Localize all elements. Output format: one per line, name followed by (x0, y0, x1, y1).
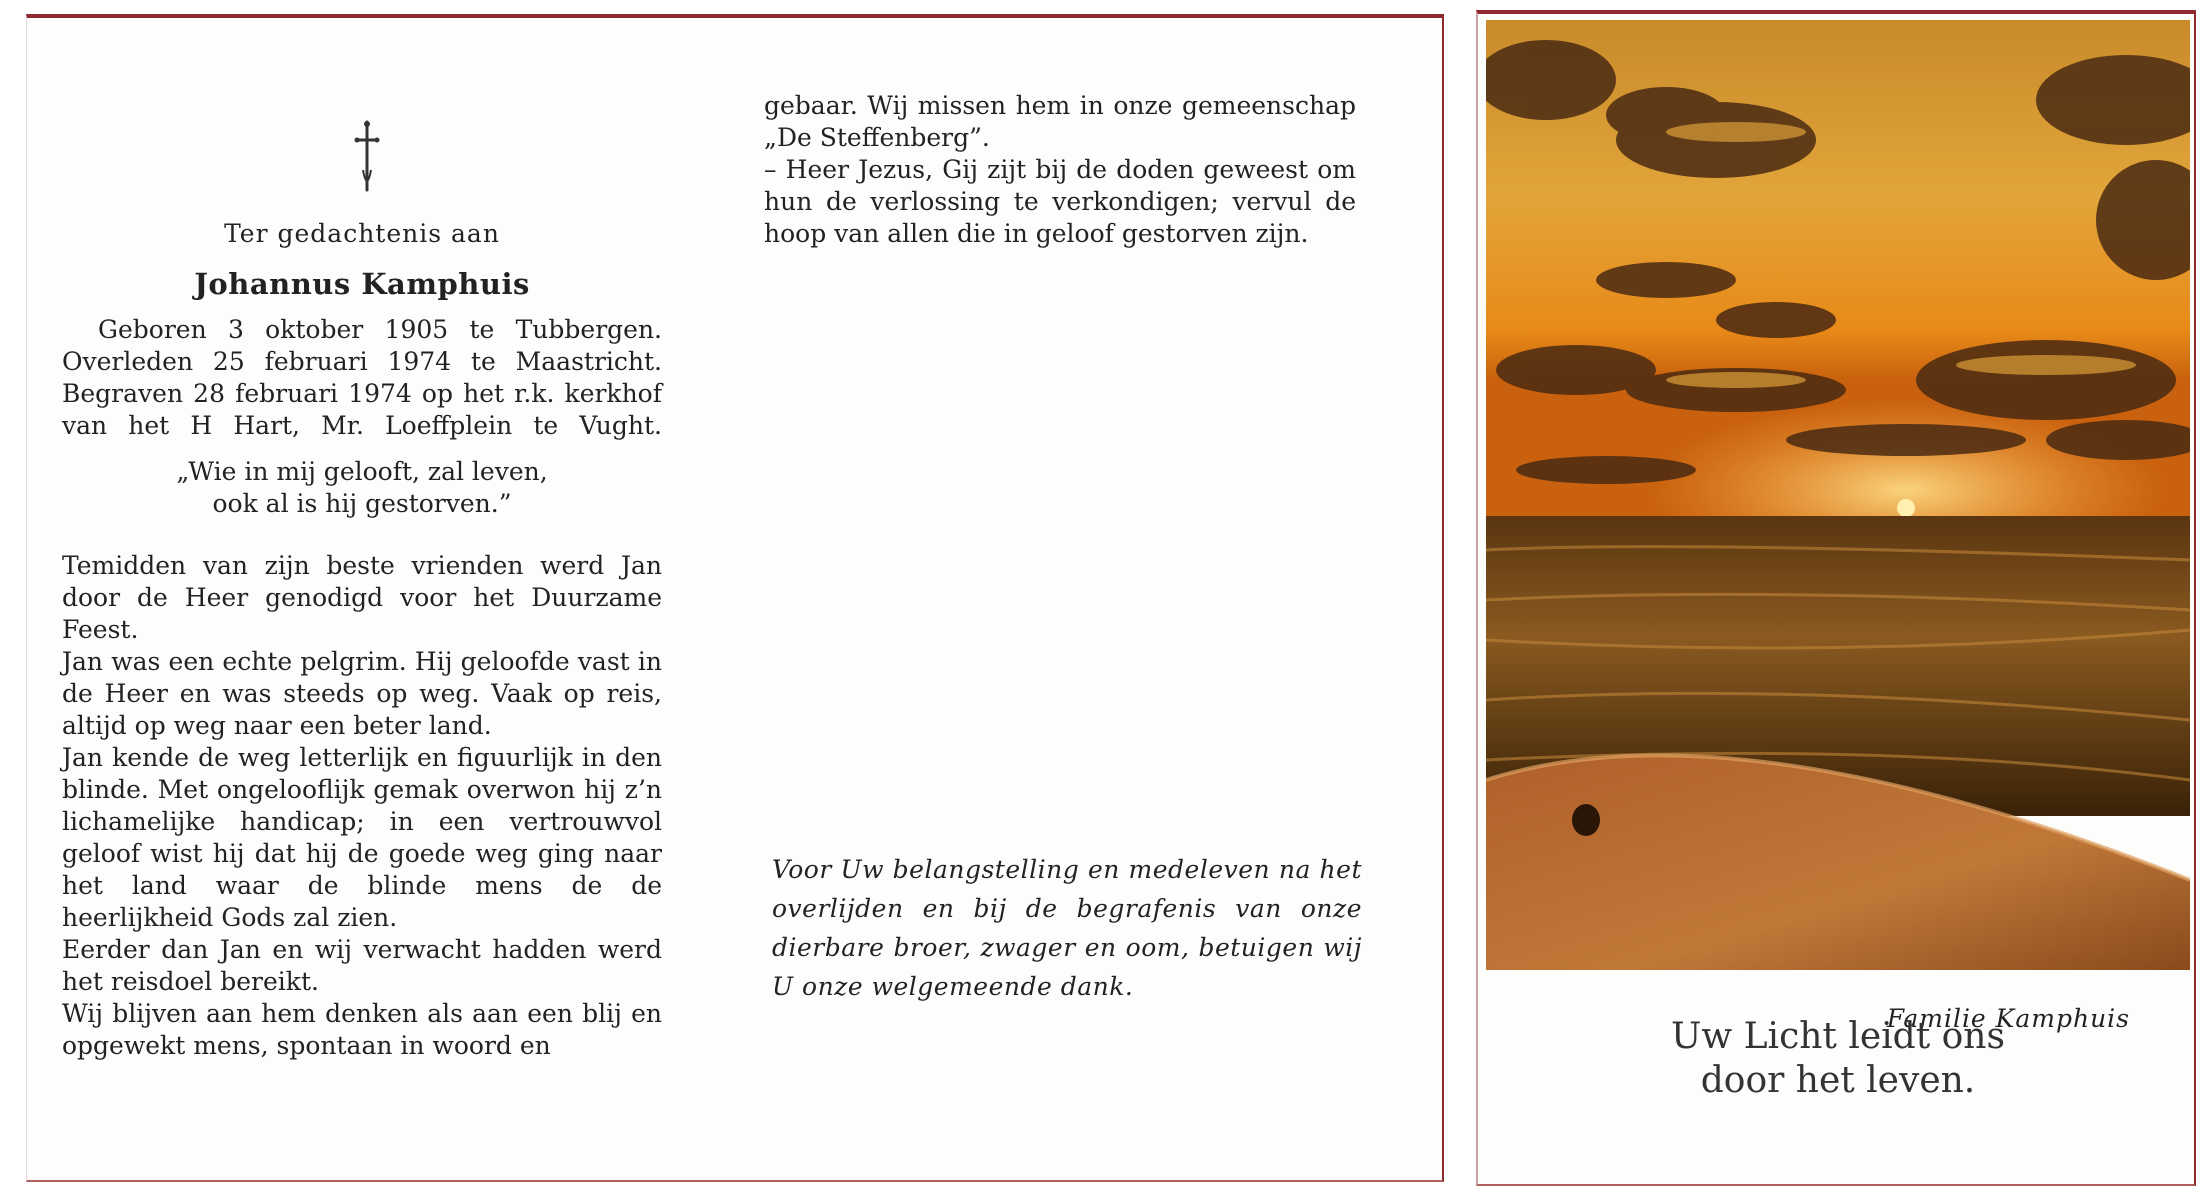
death-line: Overleden 25 februari 1974 te Maastricht. (62, 347, 662, 376)
eulogy-paragraph: Wij blijven aan hem denken als aan een blij en opgewekt mens, spontaan in woord en (62, 999, 662, 1060)
cover-caption (1486, 1015, 2190, 1103)
eulogy-paragraph: Jan was een echte pelgrim. Hij geloofde vast in de Heer en was steeds op weg. Vaak op reis, altijd op weg naar een beter land. (62, 647, 662, 740)
thanks-text: Voor Uw belangstelling en medeleven na het overlijden en bij de begrafenis van onze dierbare broer, zwager en oom, betuigen wij U onze welgemeende dank. (772, 855, 1362, 1001)
caption-line: door het leven. (1700, 1060, 1976, 1101)
sunset-scene (1486, 20, 2190, 970)
prayer-paragraph: – Heer Jezus, Gij zijt bij de doden geweest om hun de verlossing te verkondigen; vervul de hoop van allen die in geloof gestorven zijn. (764, 155, 1356, 248)
eulogy-paragraph: Temidden van zijn beste vrienden werd Jan door de Heer genodigd voor het Duurzame Feest. (62, 551, 662, 644)
caption-line: Uw Licht leidt ons (1671, 1016, 2005, 1057)
quote-line: „Wie in mij gelooft, zal leven, (176, 457, 548, 486)
left-column (62, 120, 662, 1062)
continuation-paragraph: gebaar. Wij missen hem in onze gemeenschap „De Steffenberg”. (764, 91, 1356, 152)
cross-wrap (62, 120, 662, 200)
deceased-name: Johannus Kamphuis (194, 267, 530, 301)
eulogy-paragraph: Jan kende de weg letterlijk en figuurlijk in den blinde. Met ongelooflijk gemak overwon hij z’n lichamelijke handicap; in een vertrouwvol geloof wist hij dat hij de goede weg ging naar het land waar de blinde mens de de heerlijkheid Gods zal zien. (62, 743, 662, 932)
birth-line: Geboren 3 oktober 1905 te Tubbergen. (98, 315, 662, 344)
sunset-photo (1486, 20, 2190, 970)
burial-line: Begraven 28 februari 1974 op het r.k. kerkhof (62, 379, 662, 408)
burial-place-line: van het H Hart, Mr. Loeffplein te Vught. (62, 411, 662, 440)
quote-line: ook al is hij gestorven.” (212, 489, 512, 518)
sun-icon (1897, 499, 1915, 517)
eulogy-text (62, 550, 662, 1062)
intro-text: Ter gedachtenis aan (224, 219, 500, 248)
eulogy-paragraph: Eerder dan Jan en wij verwacht hadden werd het reisdoel bereikt. (62, 935, 662, 996)
scripture-quote (62, 456, 662, 520)
cross-icon (354, 120, 380, 192)
right-column (764, 90, 1356, 250)
family-signature: Familie Kamphuis (1886, 1004, 2130, 1033)
dates-block (62, 314, 662, 442)
